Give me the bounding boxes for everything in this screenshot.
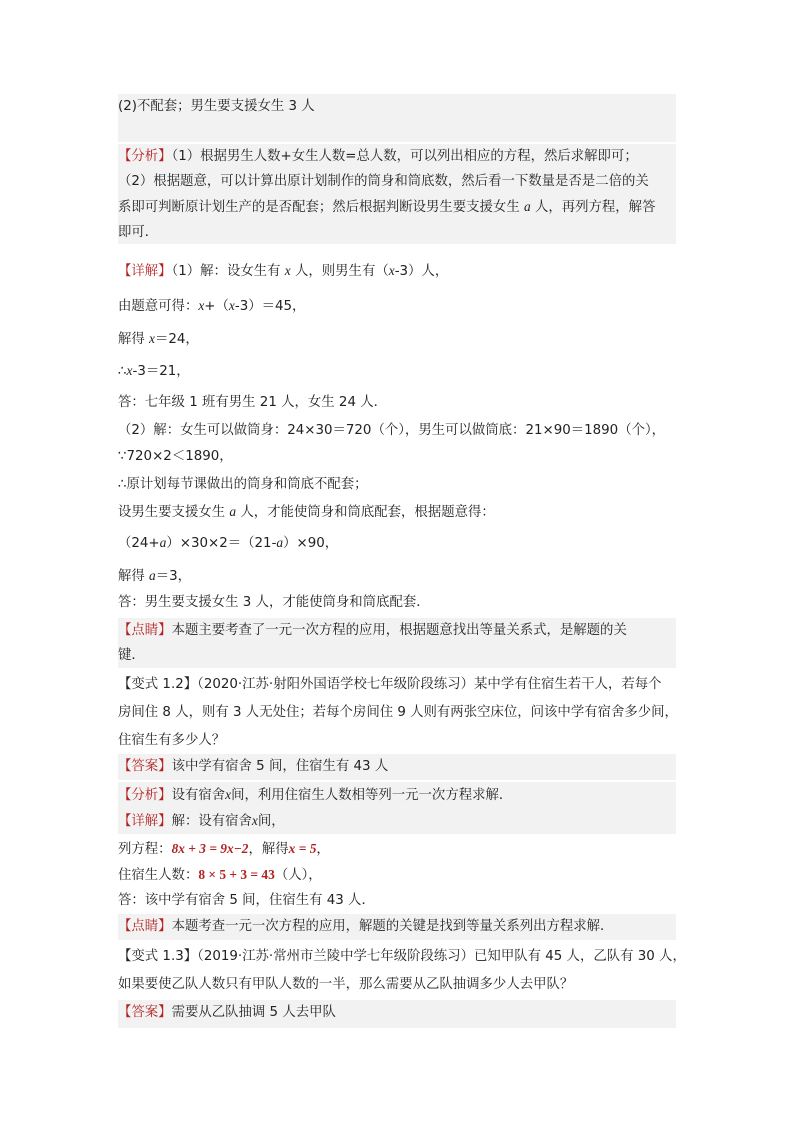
answer-text: 需要从乙队抽调 5 人去甲队 — [171, 1005, 336, 1020]
variable-x: x — [228, 298, 235, 313]
analysis-2 — [118, 782, 676, 808]
solution-text: 住宿生人数： — [118, 868, 199, 883]
solution-text: 设男生要支援女生 — [118, 505, 226, 520]
variable-x: x — [284, 263, 291, 278]
solution-text: ）×90， — [283, 536, 339, 551]
variable-a: a — [276, 535, 284, 550]
solution-text: （24+ — [118, 536, 160, 551]
comment-2 — [118, 914, 676, 940]
variable-a: a — [149, 568, 156, 583]
answer-tag: 【答案】 — [118, 759, 172, 774]
variable-x: x — [225, 787, 232, 802]
solution-text: 解：设有宿舍 — [171, 814, 252, 829]
variable-x: x — [149, 331, 155, 346]
solution-line-3 — [118, 326, 676, 352]
analysis-tag: 【分析】 — [118, 149, 172, 164]
variable-x: x — [251, 813, 258, 828]
solution-text: -3）＝45， — [234, 299, 306, 314]
solution-line-6: （2）解：女生可以做筒身：24×30＝720（个），男生可以做筒底：21×90＝1890（个）， — [118, 423, 666, 438]
variable-a: a — [159, 535, 167, 550]
solution-line-8: ∴原计划每节课做出的筒身和筒底不配套； — [118, 477, 368, 492]
solution-text: ，解得 — [248, 842, 289, 857]
question-line-1 — [118, 944, 686, 969]
variant-12-question — [118, 672, 676, 753]
solution-line-12: 答：男生要支援女生 3 人，才能使筒身和筒底配套． — [118, 595, 430, 610]
solution-line-11 — [118, 563, 676, 589]
variable-x: x — [388, 263, 395, 278]
solution-text: 人，才能使筒身和筒底配套，根据题意得： — [240, 505, 495, 520]
shaded-gap — [118, 120, 676, 142]
solution-text: -3＝21， — [132, 364, 190, 379]
variable-a: a — [229, 504, 237, 519]
analysis-line-1 — [118, 144, 676, 169]
solution-line-9 — [118, 499, 676, 525]
answer-tag: 【答案】 — [118, 1005, 172, 1020]
comment-line-2: 键． — [118, 648, 145, 663]
solution-text: 间， — [257, 814, 285, 829]
comment-tag: 【点睛】 — [118, 623, 172, 638]
variable-a: a — [523, 199, 531, 214]
therefore-symbol: ∴ — [118, 364, 127, 379]
equation: x = 5 — [288, 841, 317, 856]
solution-text: +（ — [204, 299, 229, 314]
solution-text: 由题意可得： — [118, 299, 199, 314]
variable-x: x — [126, 363, 133, 378]
equation: 8x + 3 = 9x−2 — [171, 841, 249, 856]
comment-block — [118, 618, 676, 668]
analysis-line-3 — [118, 194, 676, 220]
analysis-line-2: （2）根据题意，可以计算出原计划制作的筒身和筒底数，然后看一下数量是否是二倍的关 — [118, 174, 649, 189]
variant-tag: 【变式 1.2】 — [118, 677, 198, 692]
question-line-2: 如果要使乙队人数只有甲队人数的一半，那么需要从乙队抽调多少人去甲队？ — [118, 977, 574, 992]
question-text: （2020·江苏·射阳外国语学校七年级阶段练习）某中学有住宿生若干人，若每个 — [197, 677, 662, 692]
solution-text: 列方程： — [118, 842, 172, 857]
comment-line-1 — [118, 618, 676, 643]
comment-text: 本题考查一元一次方程的应用，解题的关键是找到等量关系列出方程求解． — [171, 919, 614, 934]
solution-text: ， — [316, 842, 330, 857]
solution-text: -3）人， — [394, 264, 449, 279]
solution-2-line-4: 答：该中学有宿舍 5 间，住宿生有 43 人． — [118, 893, 375, 908]
analysis-block — [118, 144, 676, 244]
answer-3 — [118, 1000, 676, 1028]
solution-tag: 【详解】 — [118, 264, 172, 279]
answer-line — [118, 94, 676, 120]
question-line-1 — [118, 672, 676, 697]
solution-line-10 — [118, 530, 676, 556]
analysis-text-3b: 人，再列方程，解答 — [534, 200, 656, 215]
equation: 8 × 5 + 3 = 43 — [198, 867, 275, 882]
solution-line-2 — [118, 293, 676, 319]
solution-line-7: ∵720×2＜1890， — [118, 449, 233, 464]
solution-2-line-1 — [118, 808, 676, 834]
solution-tag: 【详解】 — [118, 814, 172, 829]
solution-line-1 — [118, 258, 676, 284]
solution-text: （人）， — [274, 868, 322, 883]
answer-2 — [118, 754, 676, 780]
solution-line-4 — [118, 358, 676, 384]
analysis-tag: 【分析】 — [118, 788, 172, 803]
analysis-text-3a: 系即可判断原计划生产的是否配套；然后根据判断设男生要支援女生 — [118, 200, 520, 215]
question-line-2: 房间住 8 人，则有 3 人无处住；若每个房间住 9 人则有两张空床位，问该中学有宿舍多少间， — [118, 705, 678, 720]
solution-text: 解得 — [118, 569, 145, 584]
variant-13-question — [118, 944, 686, 997]
variant-tag: 【变式 1.3】 — [118, 949, 198, 964]
solution-text: 解得 — [118, 332, 145, 347]
comment-text: 本题主要考查了一元一次方程的应用，根据题意找出等量关系式，是解题的关 — [171, 623, 627, 638]
question-text: （2019·江苏·常州市兰陵中学七年级阶段练习）已知甲队有 45 人，乙队有 30 人， — [197, 949, 686, 964]
solution-2-line-2 — [118, 836, 676, 862]
solution-text: 人，则男生有（ — [295, 264, 389, 279]
solution-text: ＝24， — [155, 332, 199, 347]
solution-text: ）×30×2＝（21- — [166, 536, 277, 551]
question-line-3: 住宿生有多少人？ — [118, 733, 226, 748]
comment-tag: 【点睛】 — [118, 919, 172, 934]
analysis-line-4: 即可． — [118, 225, 159, 240]
solution-line-5: 答：七年级 1 班有男生 21 人，女生 24 人． — [118, 395, 387, 410]
answer-text: (2)不配套；男生要支援女生 3 人 — [118, 99, 315, 114]
variable-x: x — [198, 298, 205, 313]
analysis-text-1: （1）根据男生人数+女生人数=总人数，可以列出相应的方程，然后求解即可； — [171, 149, 638, 164]
solution-text: （1）解：设女生有 — [171, 264, 281, 279]
answer-text: 该中学有宿舍 5 间，住宿生有 43 人 — [171, 759, 389, 774]
analysis-text: 设有宿舍 — [171, 788, 226, 803]
solution-text: ＝3， — [155, 569, 192, 584]
solution-2-line-3 — [118, 862, 676, 888]
analysis-text: 间，利用住宿生人数相等列一元一次方程求解． — [231, 788, 513, 803]
